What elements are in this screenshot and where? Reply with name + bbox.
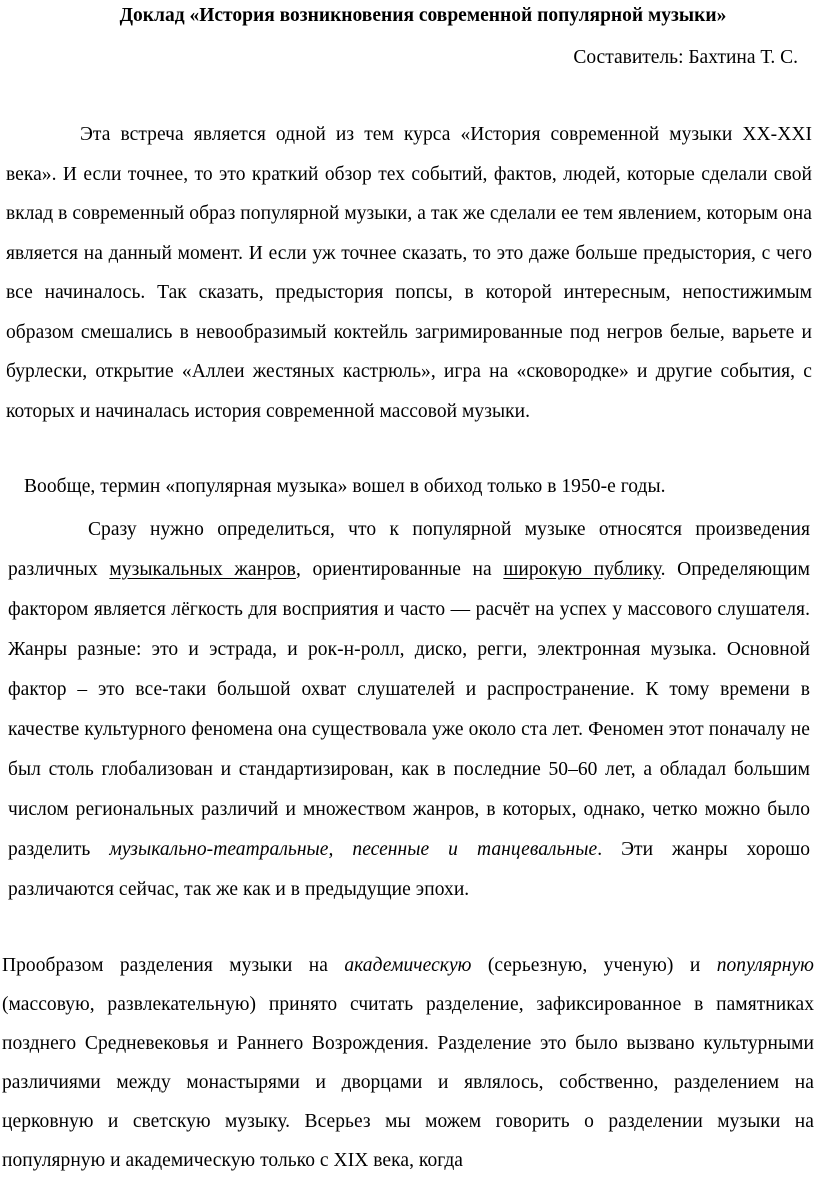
link-music-genres[interactable]: музыкальных жанров (109, 559, 296, 580)
paragraph-history-text-b: (серьезную, ученую) и (471, 955, 717, 976)
paragraph-definition (8, 510, 810, 910)
document-title: Доклад «История возникновения современной популярной музыки» (119, 5, 727, 26)
paragraph-history-text-a: Прообразом разделения музыки на (2, 955, 345, 976)
paragraph-history-text-c: (массовую, развлекательную) принято считать разделение, зафиксированное в памятниках позднего Средневековья и Раннего Возрождения. Разделение это было вызвано культурными различиями между монастырями и дворцами и являлось, собственно, разделением на церковную и светскую музыку. Всерьез мы можем говорить о разделении музыки на популярную и академическую только с XIX века, когда (2, 994, 814, 1171)
academic-italic: академическую (344, 955, 472, 976)
paragraph-term: Вообще, термин «популярная музыка» вошел в обиход только в 1950-е годы. (24, 476, 666, 497)
paragraph-intro (6, 115, 812, 431)
paragraph-definition-text-d: . Эти жанры хорошо различаются сейчас, так же как и в предыдущие эпохи. (8, 839, 810, 900)
genres-italic: музыкально-театральные, песенные и танцевальные (109, 839, 598, 860)
document-author: Составитель: Бахтина Т. С. (573, 47, 798, 68)
paragraph-history (2, 946, 814, 1180)
link-wide-audience[interactable]: широкую публику (503, 559, 661, 580)
paragraph-definition-text-a: Сразу нужно определиться, что к популярной музыке относятся произведения различных (8, 519, 810, 580)
paragraph-definition-text-c: . Определяющим фактором является лёгкость для восприятия и часто — расчёт на успех у массового слушателя. Жанры разные: это и эстрада, и рок-н-ролл, диско, регги, электронная музыка. Основной фактор – это все-таки большой охват слушателей и распространение. К тому времени в качестве культурного феномена она существовала уже около ста лет. Феномен этот поначалу не был столь глобализован и стандартизирован, как в последние 50–60 лет, а обладал большим числом региональных различий и множеством жанров, в которых, однако, четко можно было разделить (8, 559, 811, 860)
popular-italic: популярную (716, 955, 814, 976)
paragraph-definition-text-b: , ориентированные на (295, 559, 504, 580)
paragraph-intro-text: Эта встреча является одной из тем курса «История современной музыки XX-XXI века». И если точнее, то это краткий обзор тех событий, фактов, людей, которые сделали свой вклад в современный образ популярной музыки, а так же сделали ее тем явлением, которым она является на данный момент. И если уж точнее сказать, то это даже больше предыстория, с чего все начиналось. Так сказать, предыстория попсы, в которой интересным, непостижимым образом смешались в невообразимый коктейль загримированные под негров белые, варьете и бурлески, открытие «Аллеи жестяных кастрюль», игра на «сковородке» и другие события, с которых и начиналась история современной массовой музыки. (6, 124, 812, 422)
